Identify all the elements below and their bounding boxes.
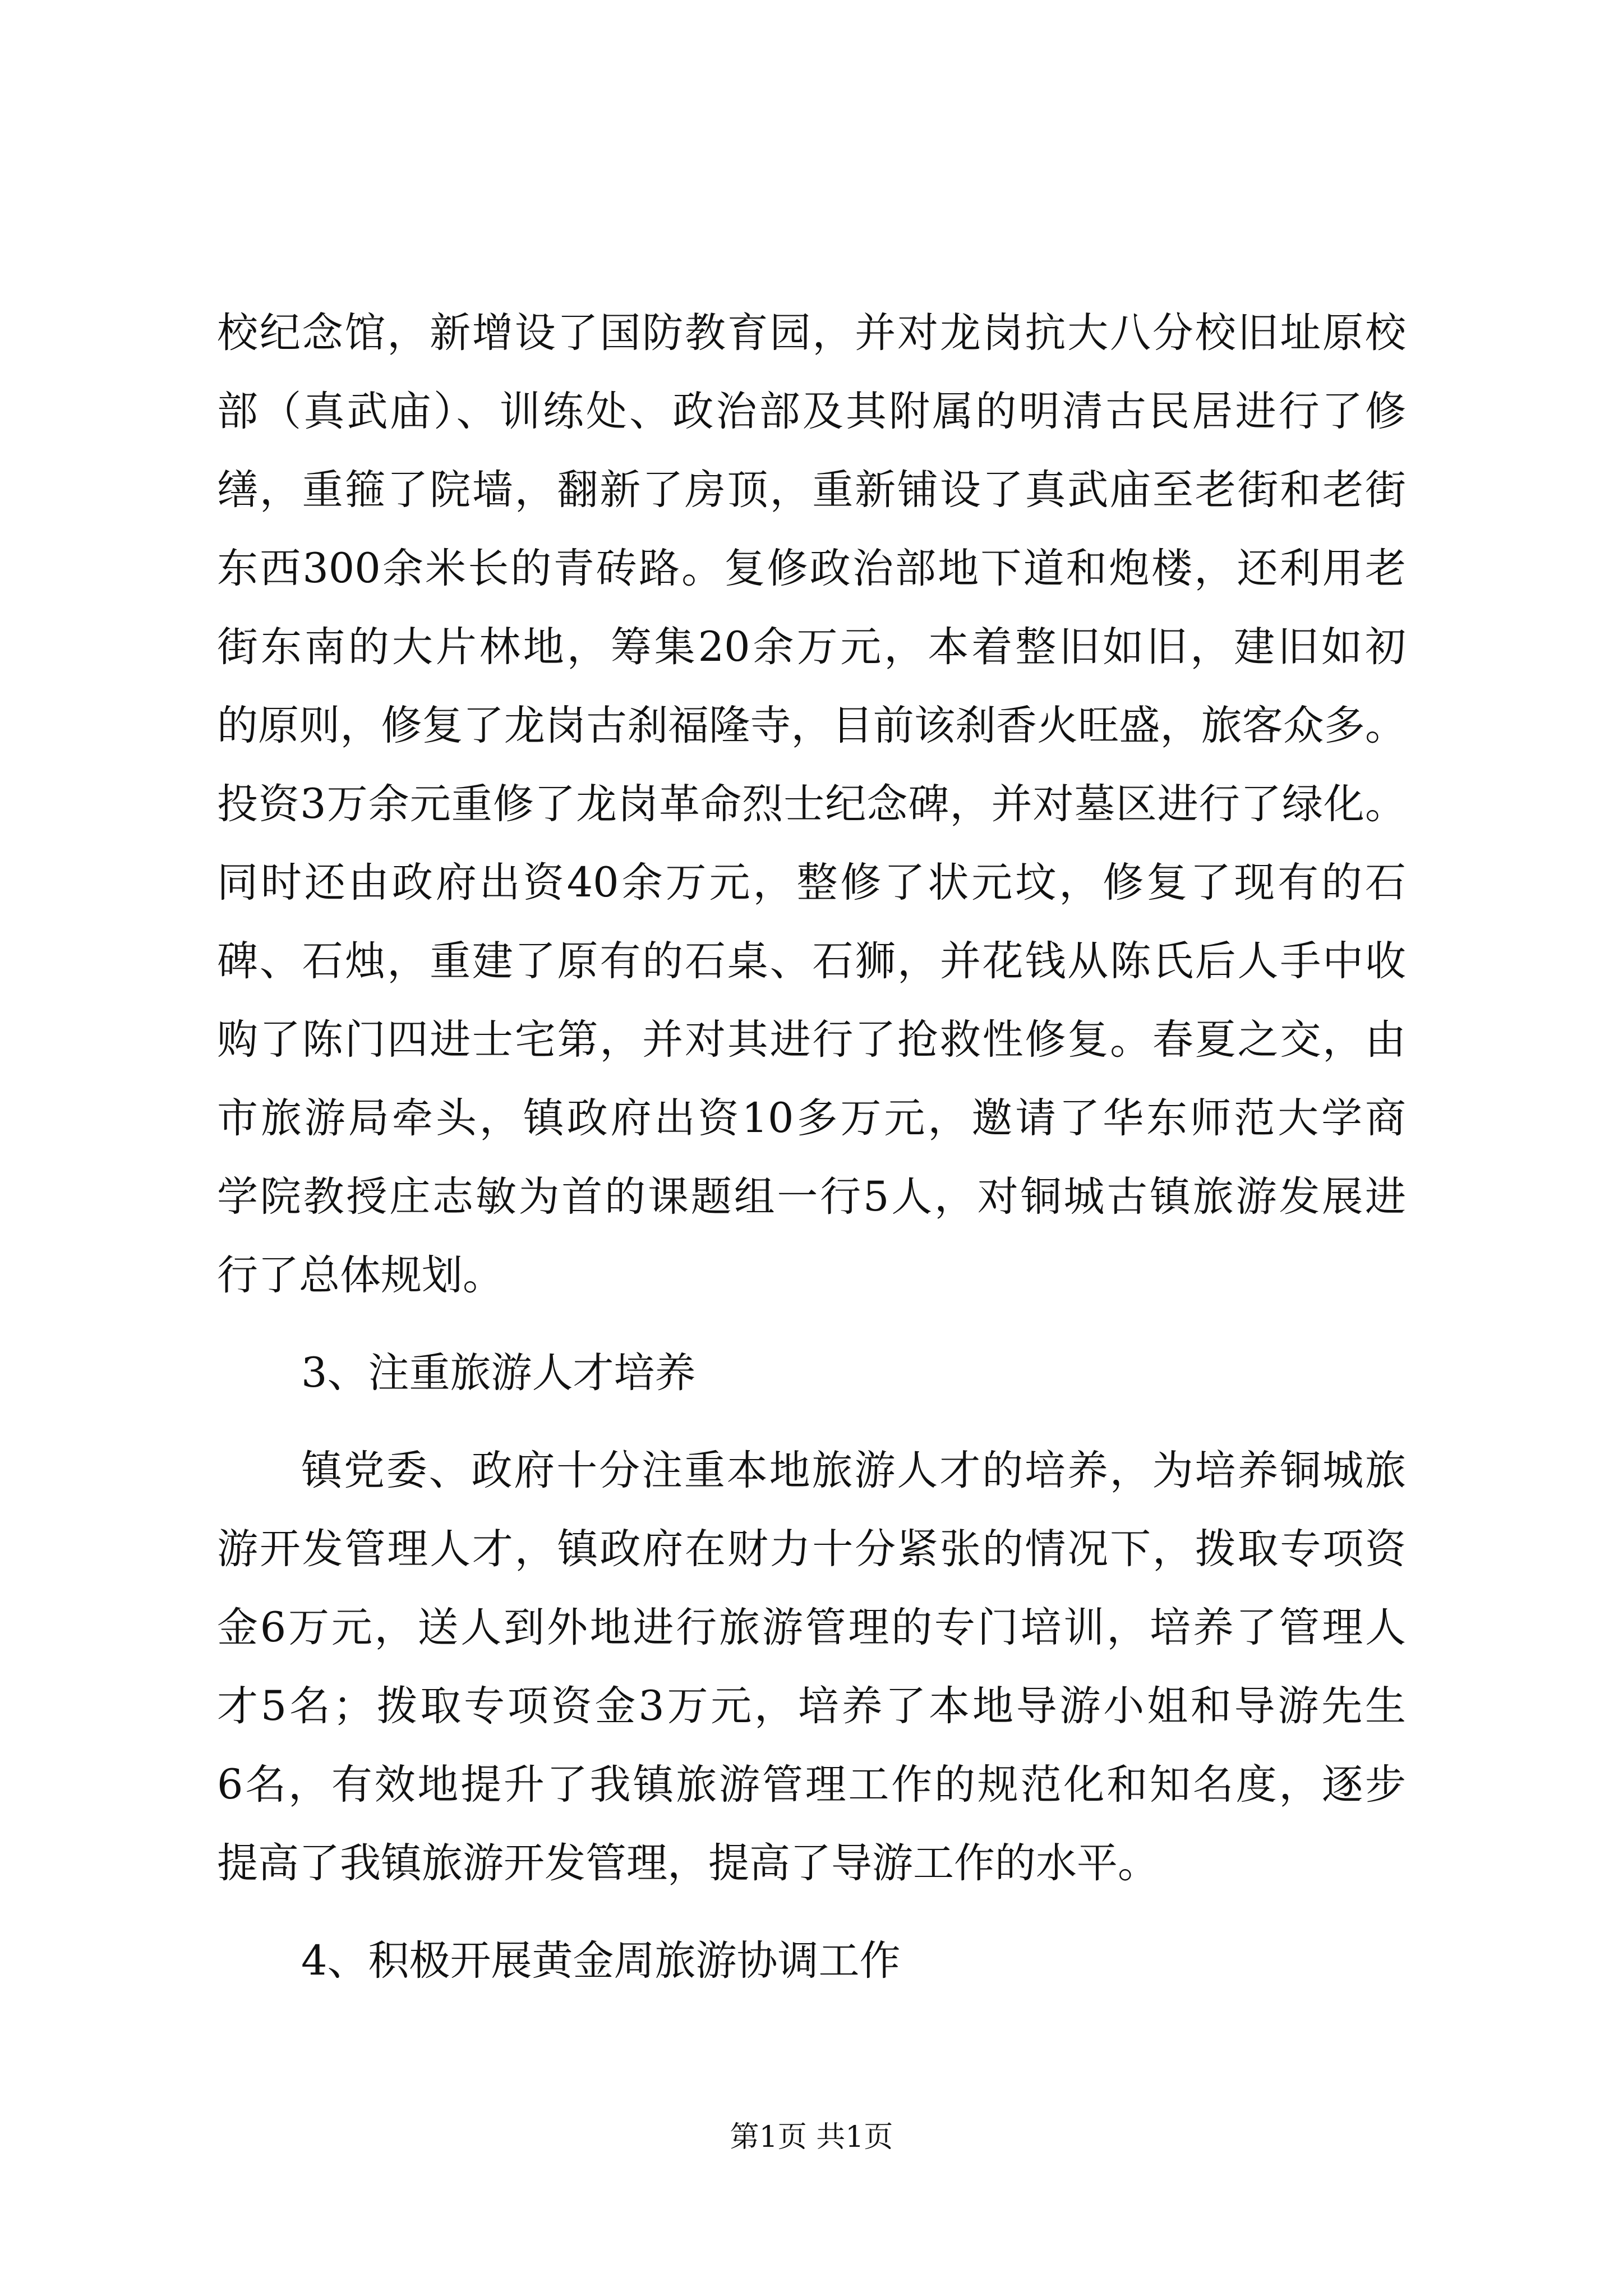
paragraph bbox=[217, 294, 1406, 1315]
text-line: 镇党委、政府十分注重本地旅游人才的培养，为培养铜城旅 bbox=[301, 1447, 1406, 1494]
text-line: 碑、石烛，重建了原有的石桌、石狮，并花钱从陈氏后人手中收 bbox=[217, 937, 1406, 985]
text-line: 东西300余米长的青砖路。复修政治部地下道和炮楼，还利用老 bbox=[217, 545, 1406, 592]
text-line: 6名，有效地提升了我镇旅游管理工作的规范化和知名度，逐步 bbox=[217, 1761, 1406, 1809]
page-number: 第1页 共1页 bbox=[730, 2120, 893, 2154]
text-line: 同时还由政府出资40余万元，整修了状元坟，修复了现有的石 bbox=[217, 859, 1406, 907]
text-line: 学院教授庄志敏为首的课题组一行5人，对铜城古镇旅游发展进 bbox=[217, 1173, 1406, 1221]
document-body bbox=[217, 294, 1406, 2000]
section-heading: 4、积极开展黄金周旅游协调工作 bbox=[301, 1937, 901, 1985]
section-heading: 3、注重旅游人才培养 bbox=[301, 1349, 696, 1397]
text-line: 部（真武庙）、训练处、政治部及其附属的明清古民居进行了修 bbox=[217, 388, 1406, 435]
text-line: 的原则，修复了龙岗古刹福隆寺，目前该刹香火旺盛，旅客众多。 bbox=[217, 702, 1406, 749]
text-line: 才5名；拨取专项资金3万元，培养了本地导游小姐和导游先生 bbox=[217, 1682, 1406, 1730]
paragraph-spacer bbox=[217, 1412, 1406, 1432]
paragraph bbox=[217, 1432, 1406, 1903]
text-line: 提高了我镇旅游开发管理，提高了导游工作的水平。 bbox=[217, 1839, 1159, 1887]
text-line: 缮，重箍了院墙，翻新了房顶，重新铺设了真武庙至老街和老街 bbox=[217, 466, 1406, 514]
text-line: 行了总体规划。 bbox=[217, 1251, 504, 1299]
text-line: 投资3万余元重修了龙岗革命烈士纪念碑，并对墓区进行了绿化。 bbox=[217, 780, 1406, 828]
text-line: 购了陈门四进士宅第，并对其进行了抢救性修复。春夏之交，由 bbox=[217, 1016, 1406, 1064]
paragraph-spacer bbox=[217, 1903, 1406, 1922]
page-footer bbox=[0, 2118, 1623, 2157]
text-line: 游开发管理人才，镇政府在财力十分紧张的情况下，拨取专项资 bbox=[217, 1525, 1406, 1573]
text-line: 校纪念馆，新增设了国防教育园，并对龙岗抗大八分校旧址原校 bbox=[217, 309, 1406, 357]
text-line: 金6万元，送人到外地进行旅游管理的专门培训，培养了管理人 bbox=[217, 1604, 1406, 1651]
text-line: 市旅游局牵头，镇政府出资10多万元，邀请了华东师范大学商 bbox=[217, 1094, 1406, 1142]
text-line: 街东南的大片林地，筹集20余万元，本着整旧如旧，建旧如初 bbox=[217, 623, 1406, 671]
paragraph-spacer bbox=[217, 1315, 1406, 1334]
